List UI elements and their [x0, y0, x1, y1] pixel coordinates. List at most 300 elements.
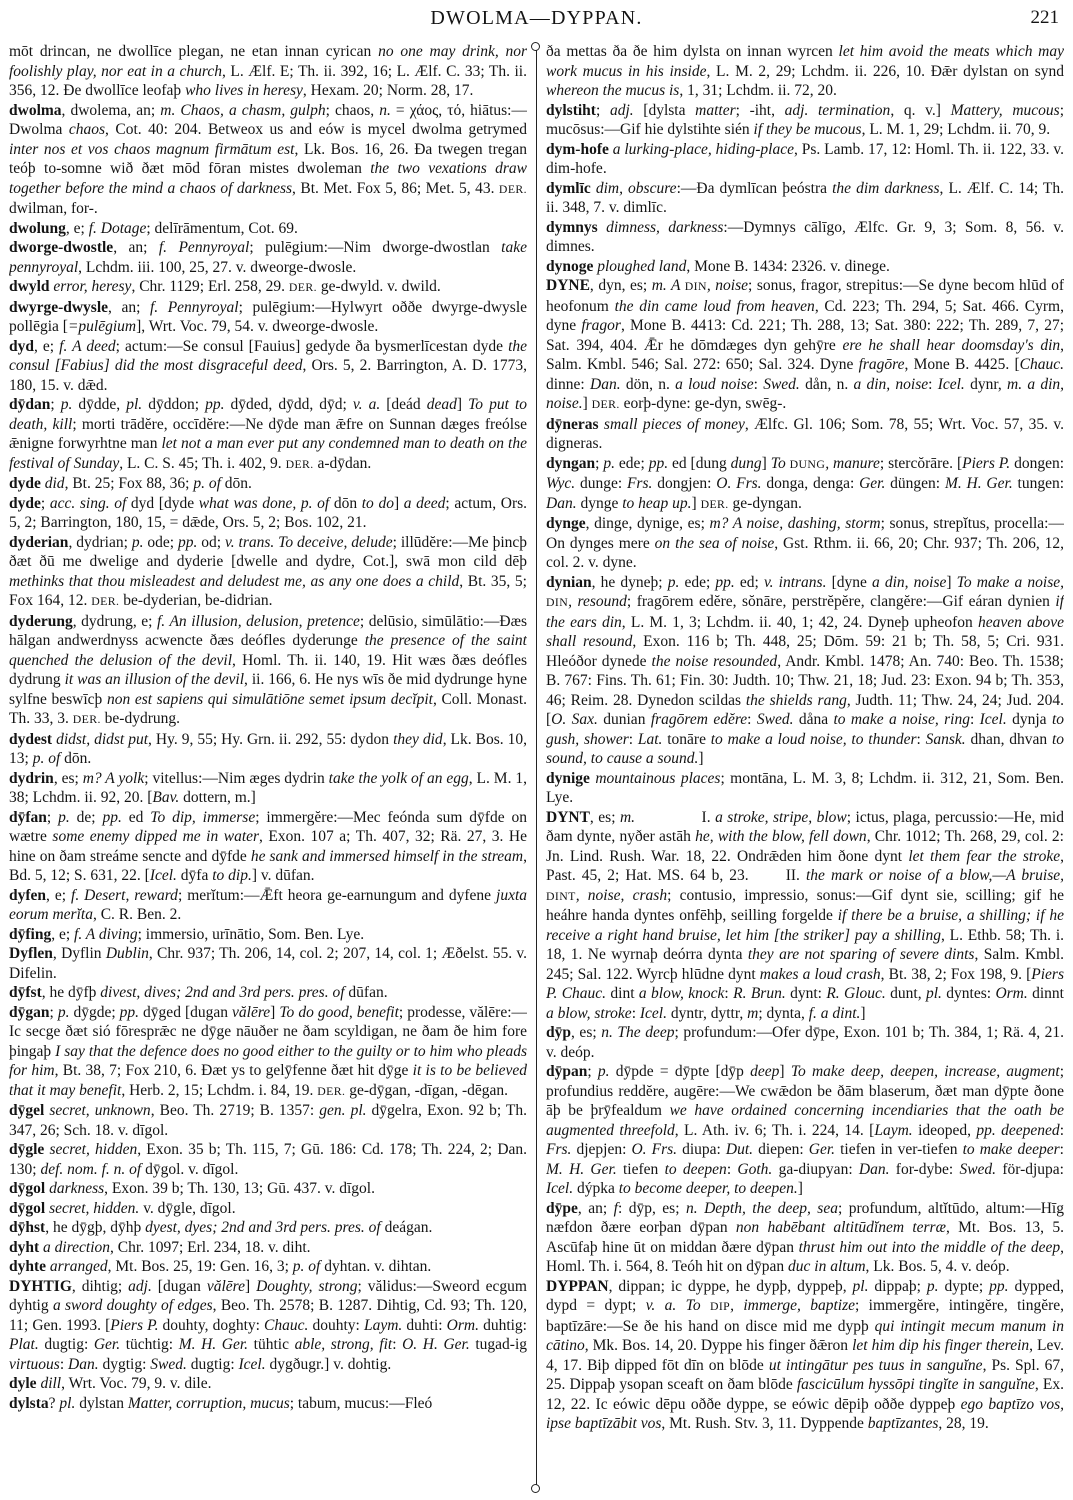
headword: dylstiht	[546, 101, 596, 119]
dictionary-entry	[546, 769, 1064, 808]
italic-gloss: a din, noise	[872, 573, 947, 591]
italic-gloss: To put to death, kill	[9, 396, 527, 433]
italic-gloss: To make deep, deepen, increase, augment	[790, 1063, 1060, 1080]
italic-gloss: a lurking-place, hiding-place	[612, 140, 794, 158]
headword: dyhte	[9, 1258, 47, 1275]
italic-gloss: dyest, dyes; 2nd and 3rd pers. pres. of	[145, 1219, 381, 1236]
italic-gloss: whereon the mucus is	[546, 82, 680, 99]
entry-text: ]	[797, 1180, 803, 1197]
italic-gloss: the noise resounded	[651, 652, 778, 670]
italic-gloss: Icel.	[937, 375, 965, 393]
dictionary-entry	[9, 769, 527, 808]
headword: dȳgle	[9, 1141, 45, 1158]
italic-gloss: heaven above shall resound	[546, 613, 1064, 650]
entry-text: ge-dȳgan, -dīgan, -dēgan.	[345, 1081, 509, 1099]
entry-text: dȳgelra, Exon. 92 b; Th. 347, 26; Sch. 18. v. dīgol.	[9, 1102, 527, 1139]
entry-text: , es;	[571, 1024, 602, 1041]
entry-text: , he dȳgþ, dȳhþ	[45, 1219, 146, 1236]
italic-gloss: we have ordained concerning incendiaries that the oath be augmented threefold	[546, 1102, 1064, 1139]
entry-text: dōn.	[220, 475, 252, 492]
dictionary-entry	[9, 474, 527, 494]
entry-text: , Bt. 35, 5; Fox 164, 12.	[9, 572, 527, 609]
entry-text: ; immergĕre, intingĕre, tingĕre, baptīzāre:—Se ðe his hand on disce mid me dypþ	[546, 1297, 1064, 1335]
italic-gloss: def. nom. f. n. of	[40, 1160, 142, 1178]
entry-text: , Hexam. 20; Norm. 28, 17.	[302, 82, 474, 99]
entry-text: mōt drincan, ne dwollīce plegan, ne etan innan cyrican	[9, 43, 379, 60]
italic-gloss: a direction	[43, 1238, 111, 1256]
italic-gloss: m? A noise, dashing, storm	[709, 515, 881, 532]
headword: dȳhst	[9, 1219, 46, 1236]
italic-gloss: take pennyroyal	[9, 239, 527, 276]
entry-text: , Gst. Rthm. ii. 66, 20; Chr. 937; Th. 206, 12, col. 2. v. dyne.	[546, 534, 1064, 571]
italic-gloss: M. H. Ger.	[546, 1160, 617, 1178]
italic-gloss: juxta eorum merĭta	[9, 886, 527, 923]
headword: dworge-dwostle	[9, 239, 114, 256]
entry-text: tungen:	[1012, 475, 1064, 492]
italic-gloss: Orm.	[995, 985, 1028, 1002]
italic-gloss: qui intingit mecum manum in cātino	[546, 1317, 1064, 1354]
entry-text: :	[726, 1160, 738, 1178]
italic-gloss: Piers P.	[962, 454, 1011, 472]
entry-text: , Lk. Bos. 5, 4. v. deóp.	[865, 1258, 1010, 1275]
dictionary-entry	[546, 257, 1064, 277]
italic-gloss: a loud noise	[675, 375, 754, 393]
italic-gloss: O. Frs.	[631, 1141, 678, 1158]
italic-gloss: secret, hidden	[49, 1141, 138, 1158]
italic-gloss: Swed.	[150, 1355, 187, 1373]
entry-text: ; contusio, impressio, sonus:—Gif dynt sie, scilling; gif he heáhre handa dyntes onfēhþ, seilling forgelde	[546, 886, 1064, 924]
italic-gloss: to become deeper, to deepen.	[618, 1180, 798, 1197]
headword: dyd	[9, 337, 34, 355]
entry-text: dȳddon;	[142, 396, 206, 413]
headword: dwyld	[9, 278, 50, 295]
entry-text: :	[928, 375, 938, 393]
entry-text: , Salm. Kmbl. 546; Sal. 272: 650; Sal. 324. Dyne	[546, 336, 1064, 373]
italic-gloss: Dan.	[590, 375, 621, 393]
entry-text: tühtic	[248, 1336, 295, 1353]
headword: DYPPAN	[546, 1277, 609, 1295]
italic-gloss: O. H. Ger.	[402, 1336, 470, 1353]
entry-text: eorþ-dyne: ge-dyn, swēg-.	[619, 395, 787, 412]
entry-text: , Wrt. Voc. 79, 9. v. dile.	[61, 1375, 212, 1392]
dictionary-entry	[9, 219, 527, 239]
italic-gloss: p. of	[193, 475, 221, 492]
italic-gloss: non est sapiens qui simulātiōne semet ipsum decĭpit	[106, 690, 433, 708]
entry-text: :	[59, 1355, 68, 1373]
dictionary-entry	[9, 1199, 527, 1219]
dictionary-entry	[9, 1277, 527, 1375]
entry-text: , Beo. Th. 2719; B. 1357:	[150, 1102, 320, 1119]
entry-text: dȳged [dugan	[139, 1003, 233, 1021]
small-caps-text: DER.	[72, 713, 101, 726]
headword: dwyrge-dwysle	[9, 298, 109, 316]
italic-gloss: p.	[131, 533, 144, 551]
headword: DYNE	[546, 277, 590, 294]
entry-text: för-djupa:	[996, 1160, 1064, 1178]
entry-text: , dyn, es;	[589, 277, 652, 294]
entry-text: dön, n.	[620, 375, 676, 393]
entry-text: ; montāna, L. M. 3, 8; Lchdm. ii. 312, 21, Som. Ben. Lye.	[546, 769, 1064, 806]
entry-text: = χάος, τό, hiātus:—Dwolma	[9, 101, 527, 138]
entry-text: , Bt. 38, 2; Fox 198, 9. [	[880, 965, 1032, 983]
entry-text: , an;	[113, 239, 159, 256]
entry-text: ;	[50, 396, 61, 413]
entry-text: , Ps. Spl. 67, 25. Dippaþ ysopan sceaft on ðam blōde	[546, 1356, 1064, 1393]
italic-gloss: to make a noise, ring	[833, 711, 970, 728]
headword: dyfen	[9, 886, 47, 904]
small-caps-text: DIN	[546, 596, 569, 609]
entry-text: ;	[46, 808, 59, 826]
entry-text: donga, denga:	[761, 475, 860, 492]
italic-gloss: Swed.	[756, 711, 794, 728]
italic-gloss: gen. pl.	[319, 1102, 367, 1119]
entry-text: :	[628, 730, 638, 748]
entry-text: I.	[635, 808, 716, 826]
entry-text: dygtig:	[98, 1355, 151, 1373]
entry-text: :	[747, 711, 757, 728]
italic-gloss: f. A diving	[74, 925, 138, 943]
dictionary-entry	[546, 573, 1064, 769]
italic-gloss: methinks that thou misleadest and deludest me, as any one does a child	[9, 572, 460, 590]
headword: dȳfing	[9, 925, 52, 943]
italic-gloss: R. Glouc.	[826, 985, 886, 1002]
dictionary-entry	[546, 1277, 1064, 1434]
entry-text: [dugan	[151, 1277, 207, 1295]
italic-gloss: Icel.	[238, 1355, 266, 1373]
italic-gloss: Swed.	[763, 375, 800, 393]
italic-gloss: if they be mucous	[753, 121, 862, 138]
left-column	[9, 42, 527, 1494]
headword: dyht	[9, 1238, 40, 1256]
dictionary-entry	[9, 42, 527, 101]
italic-gloss: fascicūlum hyssōpi tingĭte in sanguĭne	[796, 1376, 1035, 1393]
italic-gloss: n. Depth, the deep, sea	[685, 1199, 838, 1217]
entry-text: dōn	[329, 494, 362, 512]
entry-text: duhti:	[402, 1316, 447, 1334]
dictionary-entry	[546, 179, 1064, 218]
entry-text: douhty, doghty:	[158, 1316, 265, 1334]
entry-text: , Beo. Th. 2578; B. 1287. Dihtig, Cd. 93; Th. 120, 11; Gen. 1993. [	[9, 1297, 527, 1334]
italic-gloss: error, heresy	[53, 278, 132, 295]
dictionary-entry	[546, 42, 1064, 101]
italic-gloss: baptīzantes	[867, 1415, 939, 1432]
italic-gloss: p.	[926, 1277, 939, 1295]
entry-text: , L. M. 1, 38; Lchdm. ii. 92, 20. [	[9, 769, 527, 806]
italic-gloss: chaos	[68, 121, 106, 138]
italic-gloss: it was an illusion of the devil	[64, 671, 245, 688]
italic-gloss: Frs.	[626, 475, 653, 492]
italic-gloss: Chauc.	[264, 1316, 309, 1334]
entry-text: dugtig:	[38, 1336, 94, 1353]
entry-text: dugtig:	[186, 1355, 239, 1373]
dictionary-entry	[9, 925, 527, 945]
italic-gloss: O. Frs.	[716, 475, 762, 492]
italic-gloss: vălēre	[206, 1277, 245, 1295]
italic-gloss: Doughty, strong	[256, 1277, 358, 1295]
italic-gloss: makes a loud crash	[759, 965, 881, 983]
entry-text: ]	[456, 396, 469, 413]
entry-text: dygðugr.] v. dohtig.	[265, 1355, 392, 1373]
entry-text: , Ex. 12, 22. Ic eówic dēpu oððe dyppe, se eówic dēpiþ oððe dyppeþ	[546, 1376, 1064, 1413]
entry-text: , Homl. Th. ii. 140, 19. Hit wæs ðæs deófles dydrung	[9, 651, 527, 688]
entry-text: [deád	[380, 396, 427, 413]
italic-gloss: divest, dives; 2nd and 3rd pers. pres. of	[100, 984, 345, 1001]
entry-text: , Cd. 223; Th. 294, 5; Sat. 466. Cyrm, dyne	[546, 297, 1064, 334]
entry-text: dȳgde;	[69, 1003, 120, 1021]
italic-gloss: ploughed land	[597, 257, 687, 275]
entry-text: , 1, 31; Lchdm. ii. 72, 20.	[679, 82, 837, 99]
entry-text: , Lk. Bos. 16, 26. Ða twegen tregan teóþ to-somne wið ðæt mōd fōran mistes dwoleman	[9, 140, 527, 177]
dictionary-entry	[9, 886, 527, 925]
italic-gloss: a din, noise	[853, 375, 929, 393]
entry-text: , an;	[577, 1199, 614, 1217]
entry-text: ]	[698, 750, 704, 767]
headword: Dyflen	[9, 945, 53, 962]
italic-gloss: Ger.	[93, 1336, 121, 1353]
entry-text: dȳpde = dȳpte [dȳp	[609, 1063, 751, 1080]
entry-text: dynge	[576, 494, 623, 512]
italic-gloss: let him dip his finger therein	[852, 1337, 1030, 1354]
entry-text: dyntr, dyttr,	[666, 1004, 748, 1022]
entry-text: deágan.	[380, 1219, 433, 1236]
italic-gloss: pl.	[59, 1394, 76, 1412]
entry-text: be-dyderian, be-didrian.	[119, 592, 273, 609]
entry-text: :	[1059, 1141, 1064, 1158]
headword: dydrin	[9, 769, 54, 787]
entry-text: dunge:	[575, 475, 627, 492]
entry-text: , e;	[65, 219, 89, 237]
entry-text: ]	[779, 1063, 791, 1080]
italic-gloss: the presence of the saint quenched the delusion of the devil	[9, 632, 527, 669]
entry-text: : dȳp, es;	[617, 1199, 686, 1217]
entry-text: dunt,	[885, 985, 926, 1002]
italic-gloss: pp.	[715, 573, 735, 591]
entry-text: ge-dyngan.	[728, 494, 802, 512]
entry-text: , Mt. Bos. 13, 5. Ascūfaþ hine ūt on middan ðære dȳpan	[546, 1219, 1064, 1256]
dictionary-entry	[9, 730, 527, 769]
italic-gloss: to sound, to cause a sound.	[546, 730, 1064, 767]
entry-text: , dinge, dynige, es;	[585, 515, 710, 532]
entry-text: , L. M. 2, 29; Lchdm. ii. 226, 10. Ðǣr dylstan on synd	[706, 62, 1064, 80]
italic-gloss: Dan.	[858, 1160, 890, 1178]
entry-text: :	[631, 1004, 640, 1022]
rule-ornament-top-icon	[531, 42, 540, 51]
italic-gloss: Goth.	[737, 1160, 773, 1178]
italic-gloss: M. H. Ger.	[178, 1336, 249, 1353]
italic-gloss: fragōrem edĕre	[650, 711, 748, 728]
entry-text: dån, n.	[799, 375, 854, 393]
italic-gloss: dead	[426, 396, 457, 413]
dictionary-entry	[546, 415, 1064, 454]
italic-gloss: Mattery, mucous	[950, 101, 1060, 119]
entry-text: , Bt. Met. Fox 5, 86; Met. 5, 43.	[292, 179, 499, 197]
italic-gloss: Sansk.	[925, 730, 966, 748]
dictionary-entry	[546, 101, 1064, 140]
entry-text: , Chr. 937; Th. 206, 14, col. 2; 207, 14, col. 1; Æðelst. 55. v. Difelin.	[9, 945, 527, 982]
entry-text: , e;	[46, 886, 72, 904]
entry-text: dongjen:	[652, 475, 717, 492]
dictionary-entry	[9, 395, 527, 474]
dictionary-entry	[9, 1257, 527, 1277]
italic-gloss: secret, hidden.	[49, 1199, 140, 1217]
dictionary-entry	[546, 1199, 1064, 1277]
entry-text: dippaþ;	[868, 1277, 927, 1295]
entry-text: ]	[270, 1003, 280, 1021]
entry-text: ; immergĕre:—Mec feónda sum dȳfde on wætre	[9, 808, 527, 845]
small-caps-text: DINT	[546, 889, 576, 903]
dictionary-entry	[546, 276, 1064, 415]
italic-gloss: I say that the defence does no good either to the guilty or to him who pleads for him	[9, 1042, 527, 1079]
entry-text: diupa:	[677, 1141, 726, 1158]
entry-text: ; vălidus:—Sweord ecgum dyhtig	[9, 1277, 527, 1314]
entry-text: , Past. 45, 2; Hat. MS. 64 b, 23. II.	[546, 847, 1064, 884]
dictionary-entry	[9, 983, 527, 1003]
italic-gloss: a blow, stroke	[546, 1004, 632, 1022]
headword: dȳgol	[9, 1180, 46, 1197]
entry-text: ; illūdĕre:—Me þincþ ðæt ðū me dwelige and dyderie [dwelle and dydre, Cot.], swā mon cild dēþ	[9, 533, 527, 570]
entry-text: ; fragōrem edĕre, sŏnāre, perstrĕpĕre, clangĕre:—Gif eáran dynien	[626, 593, 1056, 610]
headword: dymlīc	[546, 179, 591, 197]
italic-gloss: Ger.	[859, 475, 886, 492]
italic-gloss: Laym.	[874, 1121, 913, 1139]
italic-gloss: pp.	[648, 454, 669, 472]
entry-text: , Mt. Bos. 25, 19: Gen. 16, 3;	[107, 1258, 293, 1275]
italic-gloss: f. A deed	[59, 337, 116, 355]
italic-gloss: deep	[750, 1063, 780, 1080]
italic-gloss: vălēre	[232, 1003, 271, 1021]
dictionary-entry	[9, 277, 527, 298]
italic-gloss: pl.	[925, 985, 942, 1002]
entry-text: , he dȳfþ	[41, 984, 101, 1001]
headword: dȳgel	[9, 1102, 45, 1119]
running-head: DWOLMA—DYPPAN.	[430, 7, 643, 29]
entry-text: ?	[48, 1394, 60, 1412]
italic-gloss: to gush, shower	[546, 711, 1064, 748]
italic-gloss: non habēbant altitūdĭnem terræ	[735, 1219, 946, 1236]
entry-text: , q. v.]	[890, 101, 951, 119]
italic-gloss: acc. sing. of	[49, 494, 127, 512]
italic-gloss: n. The deep	[601, 1024, 675, 1041]
italic-gloss: , immerge, baptize	[730, 1297, 856, 1314]
headword: dydest	[9, 730, 53, 748]
entry-text: , an;	[108, 298, 150, 316]
italic-gloss: let him avoid the meats which may work mucus in his inside	[546, 43, 1064, 80]
entry-text: , Herb. 2, 15; Lchdm. i. 84, 19.	[121, 1081, 318, 1099]
entry-text: , Homl. Th. i. 564, 8. Teóh hit on dȳpan	[546, 1238, 1064, 1275]
italic-gloss: v. a. To	[645, 1297, 710, 1314]
italic-gloss: p. of	[292, 1258, 321, 1275]
entry-text: :	[916, 730, 926, 748]
italic-gloss: inter nos et vos chaos magnum firmātum est	[9, 140, 295, 158]
entry-text: ; morti trādĕre, occīdĕre:—Ne dȳde man ǣfre on Sunnan dæges freólse ǣnigne forwyrhtne man	[9, 415, 527, 452]
italic-gloss: p.	[667, 573, 680, 591]
entry-text: ]	[761, 454, 771, 472]
entry-text: dȳdde,	[72, 396, 127, 413]
dictionary-entry	[9, 533, 527, 612]
entry-text: , Bt. 38, 7; Fox 210, 6. Ðæt ys to gelȳfenne ðæt hit dȳge	[54, 1062, 413, 1079]
italic-gloss: n.	[379, 101, 391, 119]
entry-text: for-dybe:	[889, 1160, 960, 1178]
entry-text: tonāre	[662, 730, 711, 748]
entry-text: , Mk. Bos. 14, 20. Dyppe his finger ðǣron	[584, 1337, 853, 1354]
italic-gloss: p.	[57, 1003, 70, 1021]
italic-gloss: Icel.	[639, 1004, 667, 1022]
italic-gloss: to make a loud noise, to thunder	[710, 730, 917, 748]
italic-gloss: Ger.	[808, 1141, 836, 1158]
entry-text: ; ictus, plaga, percussio:—He, mid ðam dynte, nyðer astāh	[546, 808, 1064, 845]
italic-gloss: Lat.	[637, 730, 663, 748]
italic-gloss: he sank and immersed himself in the stream	[250, 847, 524, 865]
italic-gloss: small pieces of money	[603, 415, 745, 433]
entry-text: dottern, m.]	[179, 789, 256, 806]
italic-gloss: some enemy dipped me in water	[52, 828, 260, 845]
entry-text: dyntes:	[941, 985, 996, 1002]
dictionary-entry	[9, 1238, 527, 1258]
entry-text: , Dyflin	[52, 945, 106, 962]
entry-text: ]	[691, 494, 701, 512]
headword: dynige	[546, 769, 590, 787]
headword: dȳfan	[9, 808, 47, 826]
small-caps-text: DER.	[285, 457, 314, 471]
italic-gloss: matter	[695, 101, 736, 119]
italic-gloss: to do	[361, 494, 394, 512]
entry-text: , Chr. 1097; Erl. 234, 18. v. diht.	[110, 1238, 311, 1256]
entry-text: ða mettas ða ðe him dylsta on innan wyrcen	[546, 43, 839, 60]
italic-gloss: Icel.	[546, 1180, 574, 1197]
headword: dymnys	[546, 218, 598, 236]
italic-gloss: ego baptīzo vos, ipse baptīzābit vos	[546, 1395, 1064, 1432]
rule-ornament-bottom-icon	[531, 1484, 540, 1493]
italic-gloss: arranged	[49, 1258, 108, 1275]
entry-text: dinnt	[1027, 985, 1064, 1002]
dictionary-entry	[546, 218, 1064, 257]
entry-text: , Judth. 11; Thw. 24, 24; Jud. 204. [	[546, 691, 1064, 728]
entry-text: dåna	[793, 711, 834, 728]
entry-text: dynja	[1006, 711, 1052, 728]
italic-gloss: Dublin	[105, 945, 149, 962]
entry-text: , Mt. Rush. Stv. 3, 11. Dyppende	[661, 1415, 868, 1432]
italic-gloss: m.	[619, 808, 636, 826]
entry-text: ; prodesse, vălēre:—Ic secge ðæt sió fōresprǣc ne dȳge nāuðer ne ðam scyldigan, ne ðam ðe him fore þingaþ	[9, 1003, 527, 1060]
entry-text: , Andr. Kmbl. 1478; An. 740: Beo. Th. 1538; B. 767: Fins. Th. 61; Fin. 30: Judth. 10; Thw. 21, 18; Jud. 23: Exon. 94 b; Th. 353, 46; Reim. 28. Dynedon scildas	[546, 652, 1064, 709]
italic-gloss: , noise	[706, 277, 748, 294]
entry-text: , Bd. 5, 12; S. 631, 22. [	[9, 847, 527, 884]
italic-gloss: f. An illusion, delusion, pretence	[157, 612, 360, 630]
headword: dwolma	[9, 101, 62, 119]
entry-text: ge-dwyld. v. dwild.	[316, 278, 441, 295]
entry-text: ; chaos,	[325, 101, 380, 119]
dictionary-entry	[9, 1218, 527, 1238]
headword: dynoge	[546, 257, 594, 275]
entry-text: , Salm. Kmbl. 245; Sal. 122. Wyrcþ hlūdne dynt	[546, 946, 1064, 983]
entry-text: ode;	[143, 533, 178, 551]
entry-text: ; sonus, fragor, strepitus:—Se dyne becom hlūd of heofonum	[546, 277, 1064, 315]
dictionary-entry	[9, 944, 527, 983]
entry-text: od;	[197, 533, 225, 551]
italic-gloss: , manure	[825, 454, 880, 472]
entry-text: , Ors. 5, 2. Barrington, A. D. 1773, 180, 15. v. dǣd.	[9, 357, 527, 394]
italic-gloss: f. Desert, reward	[71, 886, 178, 904]
italic-gloss: R. Brun.	[733, 985, 786, 1002]
headword: dȳneras	[546, 415, 599, 433]
italic-gloss: the dim darkness	[832, 179, 940, 197]
entry-text: dȳfa	[176, 867, 213, 884]
small-caps-text: DER.	[498, 182, 527, 196]
dictionary-entry	[9, 1374, 527, 1394]
entry-text: ; immersio, urīnātio, Som. Ben. Lye.	[137, 925, 365, 943]
entry-text: , dwolema, an;	[61, 101, 161, 119]
headword: dwolung	[9, 219, 66, 237]
